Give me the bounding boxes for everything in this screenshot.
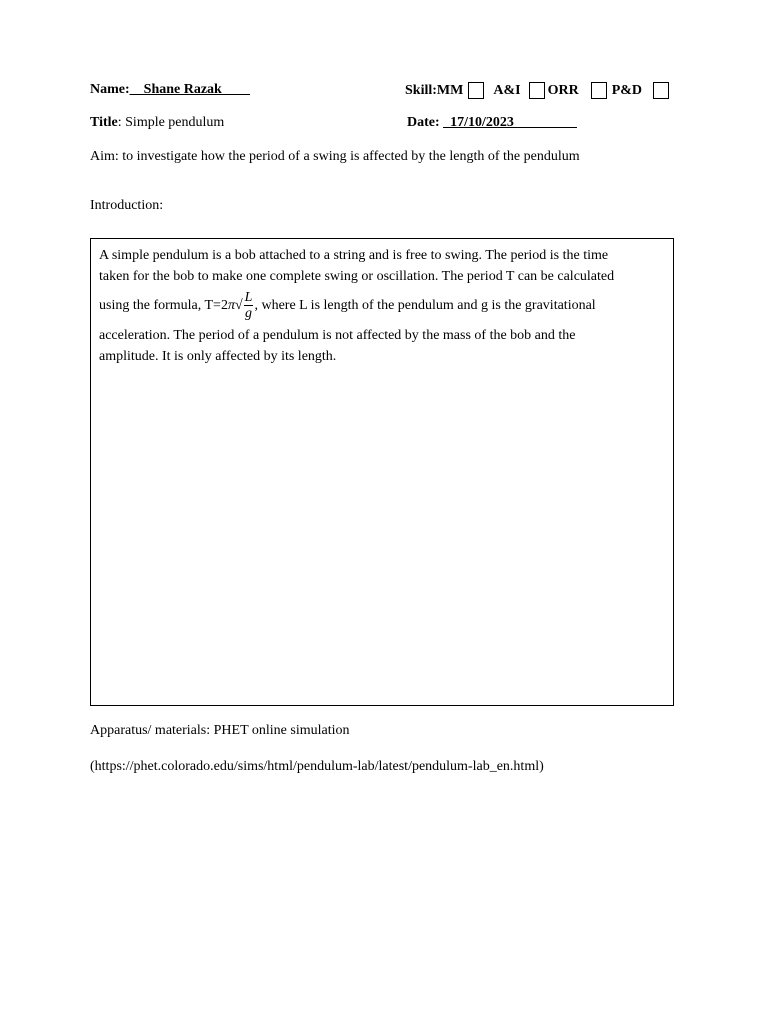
simulation-url[interactable]: (https://phet.colorado.edu/sims/html/pendulum-lab/latest/pendulum-lab_en.html) bbox=[90, 759, 544, 774]
skill-item-pd bbox=[612, 83, 642, 99]
name-label: Name: bbox=[90, 82, 130, 97]
formula-fraction bbox=[244, 290, 254, 321]
aim-text: Aim: to investigate how the period of a swing is affected by the length of the pendulum bbox=[90, 149, 580, 164]
introduction-text bbox=[99, 245, 665, 367]
intro-line-4: acceleration. The period of a pendulum is not affected by the mass of the bob and the bbox=[99, 328, 576, 343]
skill-row bbox=[405, 82, 669, 99]
date-value: _17/10/2023_________ bbox=[443, 115, 577, 130]
name-value: __Shane Razak____ bbox=[129, 82, 250, 97]
skill-item-ai bbox=[493, 83, 520, 99]
intro-line-2: taken for the bob to make one complete swing or oscillation. The period T can be calculated bbox=[99, 269, 615, 284]
skill-orr-label: ORR bbox=[547, 82, 579, 98]
skill-orr-checkbox[interactable] bbox=[591, 82, 607, 99]
title-label: Title bbox=[90, 115, 118, 130]
date-label: Date: bbox=[407, 115, 440, 130]
intro-line-1: A simple pendulum is a bob attached to a string and is free to swing. The period is the time bbox=[99, 248, 609, 263]
fraction-numerator: L bbox=[244, 290, 253, 306]
name-field bbox=[90, 82, 250, 98]
skill-pd-label: P&D bbox=[611, 82, 643, 98]
title-value: : Simple pendulum bbox=[117, 115, 225, 130]
skill-mm-checkbox[interactable] bbox=[468, 82, 484, 99]
skill-item-orr bbox=[548, 83, 579, 99]
pi-symbol: π bbox=[227, 298, 235, 313]
skill-ai-label: A&I bbox=[493, 82, 521, 98]
skill-pd-checkbox[interactable] bbox=[653, 82, 669, 99]
sqrt-symbol: √ bbox=[234, 298, 243, 313]
introduction-heading: Introduction: bbox=[90, 198, 164, 213]
apparatus-text: Apparatus/ materials: PHET online simulation bbox=[90, 723, 350, 738]
intro-line-formula bbox=[99, 287, 665, 325]
formula-prefix: using the formula, T=2 bbox=[99, 298, 228, 313]
skill-label: Skill:MM bbox=[405, 82, 464, 98]
fraction-denominator: g bbox=[245, 306, 253, 322]
skill-ai-checkbox[interactable] bbox=[529, 82, 545, 99]
formula-suffix: , where L is length of the pendulum and g is the gravitational bbox=[254, 298, 596, 313]
title-field bbox=[90, 115, 224, 131]
introduction-box bbox=[90, 238, 674, 706]
date-field bbox=[407, 115, 577, 131]
intro-line-5: amplitude. It is only affected by its length. bbox=[99, 349, 337, 364]
